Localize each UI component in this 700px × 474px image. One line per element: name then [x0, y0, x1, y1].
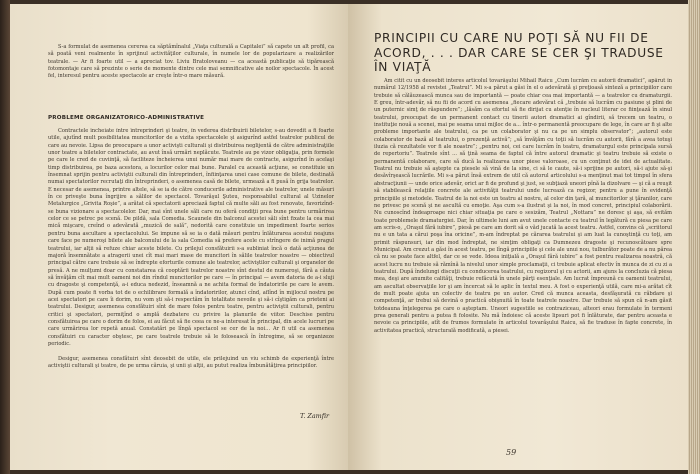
page-edges — [688, 0, 700, 474]
left-body-text: Contractele încheiate între întreprinderi şi teatre, în vederea distribuirii biletelor, s-au dovedit a fi foarte utile, ajutînd mult posibilitatea muncitorilor de a vizita spectacolele şi asigurînd astfel teatrelor publicul de care au nevoie. Lipsa de preocupare a unor activişti culturali şi distribuirea neglijentă de către administraţiile unor teatre a biletelor contractate, au avut însă urmări neplăcute. Teatrele au pe vizor obligaţia, prin formele pe care le cred de cuviinţă, să faciliteze încheierea unui număr mai mare de contracte, asigurînd în acelaşi timp distribuirea, pe baza acestora, a locurilor celor mai bune. Paralel cu această acţiune, se constituie un însemnat sprijin pentru activiştii culturali din întreprinderi, înfiinţarea unei case comune de bilete, destinată numai spectatorilor recrutaţi din întreprinderi, o asemenea casă de bilete, urmează a fi pusă în grija teatrelor. E necesar de asemenea, printre altele, să se ia de către conducerile administrative ale teatrelor, unele măsuri în ce priveşte buna îngrijire a sălilor de spectacol. Tovarăşul Şuteu, responsabilul cultural al Uzinelor Metalurgice „Grivita Roşie”, a arătat că spectatorii apreciază faptul că multe săli au fost renovate, favorizînd-se buna vizionare a spectacolelor. Dar, mai sînt unele săli care nu oferă condiţii prea bune pentru urmărirea celor ce se petrec pe scenă. De pildă, sala Comedia. Scaunele din balconul acestei săli sînt fixate la cea mai mică mişcare, creînd o adevărată „muzică de sală”, nedorită care constituie un impediment foarte serios pentru buna ascultare a spectacolului. Se impune să se ia o dată măsuri pentru înlăturarea acestui neajuns care face pe numeroşi bilete ale balconului de la sala Comedia să prefere acele cu strîngere de inimă pragul teatrului, iar alţii să refuze chiar aceste bilete. Cu prilejul consfătuirii s-a subliniat încă o dată acţiunea de majoră însemnătate a atragerii unei cît mai mari mase de muncitori în sălile teatrelor noastre — obiectivul principal către care trebuie să se îndrepte eforturile comune ale teatrelor, activiştilor culturali şi organelor de presă. A ne mulţumi doar cu constatarea că cooptării teatrelor noastre sînt destul de numeroşi, fără a căuta să învăţăm cît mai mult oameni noi din rîndul muncitorilor pe care — în principal — avem datoria de a-i sluji cu dragoste şi competenţă, a-i educa nedezid, înseamnă a ne achita formal de îndatoririle pe care le avem. După cum poate fi vorba tot de o echilibrare formală a îndatoririlor, atunci cînd, aflînd în mijlocul nostru pe acei spectatori pe care îi dorim, nu vom şti să-i respectăm în totalitate nevoile şi să-i cîştigăm ca prieteni ai teatrului. Desigur, asemenea consfătuiri sînt de mare folos pentru teatre, pentru activiştii culturali, pentru critici şi spectatori, permiţînd o amplă dezbatere cu privire la planurile de viitor. Deschise pentru consfătuirea pe care o dorim de folos, ei au făcut să fie ceea ce ne-a interesat în principal, din acele lucruri pe care urmărirea lor repetă anual. Constatări pe lîngă spectacol se cer de la noi… Ar fi util ca asemenea consfătuiri cu caracter obştesc, pe care teatrele trebuie să le folosească în întregime, să se organizeze periodic. — [48, 128, 334, 347]
intro-paragraph: S-a formulat de asemenea cererea ca săptămînalul „Viaţa culturală a Capitalei” să capete un alt profil, ca să poată veni realmente în sprijinul activităţilor culturale, în numele lor de popularizare a realizărilor teatrale. — Ar fi foarte util — a apreciat tov. Liviu Bratoloveanu — ca aceastǎ publicaţie să tipărească fotomontaje care să prezinte o serie de momente dintre cele mai semnificative ale noilor spectacole. În acest fel, interesul pentru aceste spectacole ar creşte într-o mare măsură. — [48, 44, 334, 80]
left-page — [10, 4, 348, 470]
author-signature: T. Zamfir — [300, 412, 330, 420]
right-page — [348, 4, 688, 470]
right-body-text: Am citit cu un deosebit interes articolul tovarăşului Mihail Raicu „Cum lucrăm cu autorii dramatici”, apărut în numărul 12/1958 al revistei „Teatrul”. Mi s-a părut a găsi în el o adevărată şi preţioasă sinteză a principiilor care trebuie să călăuzească munca sau de importantă — poate chiar cea mai importantă — a teatrelor cu dramaturgii. E greu, într-adevăr, să nu fii de acord cu asemenea „fiecare adevărat că „trebuie să lucrăm cu pasiune şi plini de un puternic simţ de răspundere”; „lăsăm ca efortul să fie dirijat cu atenţie în nucleul literar ce fiinţează în sinul teatrului, preocupat de un permanent contact cu tinerii autori dramatici ai gîndirii, să trecem un teatru, o instituţie nouă a scenei, mai pe seama unui mijloc de a... într-o permanentă preocupare de lege, în care ar fi şi alte probleme importante ale teatrului, ca pe un colaborator şi nu ca pe un simplu observator”; „autorul este colaborator de bază al teatrului, o prezenţă activă”; „să învăţăm cu toţii să lucrăm cu autorii, fără a avea totuşi iluzia că rezultatele vor fi ale noastre”; „pentru noi, cei care lucrăm în teatru, dramaturgul este principala sursă de repertoriu”. Teatrele sînt ... să ţină seama de faptul că între autorul dramatic şi teatru trebuie să existe o permanentă colaborare, care să ducă la realizarea unor piese valoroase, cu un conţinut de idei de actualitate. Teatrul nu trebuie să aştepte ca piesele să vină de la sine, ci să le caute, să-i sprijine pe autori, să-i ajute să-şi desăvîrşească lucrările. Mi s-a părut însă extrem de util că autorul articolului s-a menţinut mai tot timpul în sfera abstracţiunii — unde orice adevăr, orict ar fi de profund şi just, se subţiază uneori pînă la dizolvare — şi că a reuşit să stabilească relaţiile concrete ale activităţii teatrului unde lucrează ca regizor, pentru a pune în evidenţă principiile şi metodele. Teatrul de la noi este un teatru al nostru, al celor din ţară, al muncitorilor şi ţăranilor, care ne privesc pe scenă şi ne ascultă cu emoţie. Aşa cum s-a ilustrat şi la noi, în mod concret, principiul colaborării. Nu cunoscînd îndeaproape nici chiar situaţia pe care o sesizăm, Teatrul „Nottara” ne doresc şi aşa, să evităm toate problemele dramaturgiei. Dar, în ultimele luni am avut unele contacte cu teatrul în legătură cu piesa pe care am scris-o, „Oraşul fără iubire”, piesă pe care am dorit să o văd jucată la acest teatru. Astfel, convins că „scriitorul nu e un tata a cărui poşa îna oricine”, m-am îndreptat pe cărarea teatrului şi am luat la cunoştinţă cu toţi, am primit răspunsuri, iar din mod îndreptat, ne simţim obligaţi ca Dumnezeu dragoste şi recunoscătoare spre Municipal. Am crezut a găsi în acest teatru, pe lîngă principiile şi cele ale unui nou, tulburător poate de a nu părea că nu se poate face altfel, dar ce se vede. Ideea iniţială a „Oraşul fără iubire” a fost pentru realizarea noastră, că acest lucru nu trebuie să rămînă la nivelul unor simple proclamaţii, ci trebuie aplicat efectiv în munca de zi cu zi a teatrului. După îndelungi discuţii cu conducerea teatrului, cu regizorul şi cu actorii, am ajuns la concluzia că piesa mea, deşi are anumite calităţi, trebuie refăcută în unele părţi esenţiale. Am lucrat împreună cu oamenii teatrului, am ascultat observaţiile lor şi am încercat să le aplic în textul meu. A fost o experienţă utilă, care mi-a arătat cît de mult poate ajuta un colectiv de teatru pe un autor. Cred că munca aceasta, desfăşurată cu răbdare şi competenţă, ar trebui să devină o practică obişnuită în toate teatrele noastre. Dar trebuie să spun că n-am găsit totdeauna înţelegerea pe care o aşteptam. Uneori sugestiile se contraziceau, alteori erau formulate în termeni prea generali pentru a putea fi folosite. Nu mă îndoiesc că aceste lipsuri pot fi înlăturate, dar pentru aceasta e nevoie ca principiile, atît de frumos formulate în articolul tovarăşului Raicu, să fie traduse în fapte concrete, în activitatea practică, structurală modificată, a piesei. — [374, 78, 672, 334]
section-heading: PROBLEME ORGANIZATORICO-ADMINISTRATIVE — [48, 115, 205, 121]
page-number: 59 — [506, 448, 517, 457]
closing-paragraph: Desigur, asemenea consfătuiri sînt deosebit de utile, ele prilejuind un viu schimb de experienţă între activiştii culturali şi teatre, de pe urma căruia, şi unii şi alţii, au putut realiza îmbunătăţirea principiilor. — [48, 356, 334, 370]
book-cover-edge — [0, 0, 10, 474]
article-title: PRINCIPII CU CARE NU POŢI SĂ NU FII DE ACORD, . . . DAR CARE SE CER ŞI TRADUSE ÎN VIAŢĂ — [374, 31, 664, 75]
